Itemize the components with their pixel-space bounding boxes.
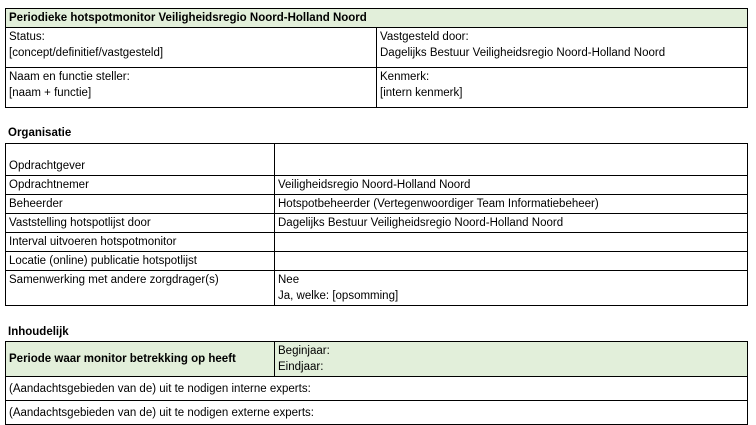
option-nee: Nee (278, 274, 300, 286)
status-cell (6, 28, 377, 68)
steller-value: [naam + functie] (9, 87, 92, 99)
organisatie-table (5, 143, 748, 306)
status-label: Status: (9, 31, 45, 43)
row-value (275, 144, 748, 176)
row-label: Beheerder (6, 195, 275, 214)
inhoudelijk-table (5, 341, 748, 425)
row-label: Opdrachtnemer (6, 176, 275, 195)
vastgesteld-value: Dagelijks Bestuur Veiligheidsregio Noord-Holland Noord (380, 47, 666, 59)
row-value (275, 233, 748, 252)
interne-experts: (Aandachtsgebieden van de) uit te nodigen interne experts: (6, 377, 748, 401)
steller-cell (6, 68, 377, 108)
section-title-organisatie: Organisatie (8, 127, 72, 139)
row-label: Opdrachtgever (6, 144, 275, 176)
row-value (275, 252, 748, 271)
periode-label: Periode waar monitor betrekking op heeft (6, 342, 275, 377)
row-label: Locatie (online) publicatie hotspotlijst (6, 252, 275, 271)
row-label: Samenwerking met andere zorgdrager(s) (6, 271, 275, 306)
section-title-inhoudelijk: Inhoudelijk (8, 326, 69, 338)
periode-years-cell (275, 342, 748, 377)
row-label: Interval uitvoeren hotspotmonitor (6, 233, 275, 252)
option-ja: Ja, welke: [opsomming] (278, 290, 399, 302)
eindjaar-label: Eindjaar: (278, 361, 324, 373)
row-value: Veiligheidsregio Noord-Holland Noord (275, 176, 748, 195)
header-table (5, 8, 748, 108)
kenmerk-value: [intern kenmerk] (380, 87, 463, 99)
row-value: Dagelijks Bestuur Veiligheidsregio Noord-Holland Noord (275, 214, 748, 233)
kenmerk-label: Kenmerk: (380, 71, 430, 83)
document-title: Periodieke hotspotmonitor Veiligheidsregio Noord-Holland Noord (6, 9, 748, 28)
row-value (275, 271, 748, 306)
vastgesteld-label: Vastgesteld door: (380, 31, 469, 43)
row-value: Hotspotbeheerder (Vertegenwoordiger Team Informatiebeheer) (275, 195, 748, 214)
status-value: [concept/definitief/vastgesteld] (9, 47, 164, 59)
kenmerk-cell (377, 68, 748, 108)
beginjaar-label: Beginjaar: (278, 345, 330, 357)
document-page (5, 8, 748, 425)
row-label: Vaststelling hotspotlijst door (6, 214, 275, 233)
steller-label: Naam en functie steller: (9, 71, 130, 83)
vastgesteld-cell (377, 28, 748, 68)
externe-experts: (Aandachtsgebieden van de) uit te nodigen externe experts: (6, 401, 748, 425)
